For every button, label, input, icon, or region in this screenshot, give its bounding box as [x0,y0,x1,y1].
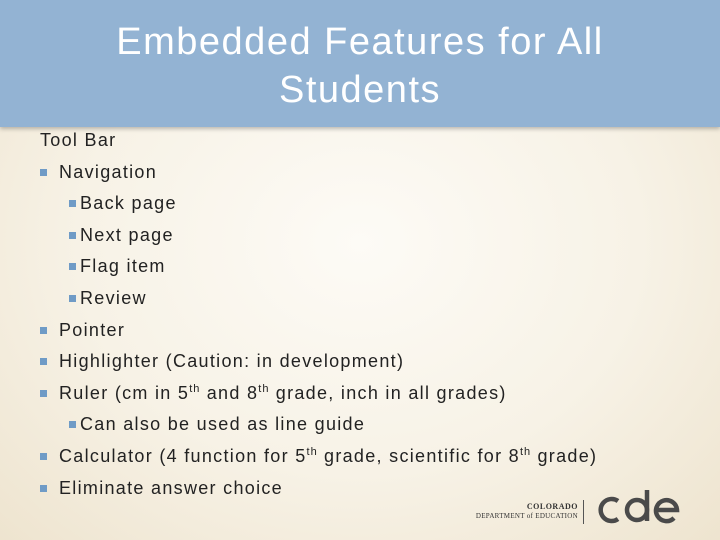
square-bullet-icon [69,421,76,428]
bullet-calculator: Calculator (4 function for 5th grade, scientific for 8th grade) [40,441,710,473]
slide-title-line-2: Students [279,69,441,111]
square-bullet-icon [40,358,47,365]
bullet-back-page: Back page [40,188,710,220]
logo-divider [583,500,584,524]
bullet-eliminate: Eliminate answer choice [40,473,710,505]
bullet-highlighter: Highlighter (Caution: in development) [40,346,710,378]
bullet-review: Review [40,283,710,315]
cde-logo-mark-icon [588,488,688,528]
cde-logo [475,488,698,528]
bullet-flag-item: Flag item [40,251,710,283]
square-bullet-icon [69,232,76,239]
square-bullet-icon [40,453,47,460]
content-heading: Tool Bar [40,130,117,150]
title-bar [0,0,720,127]
square-bullet-icon [69,295,76,302]
square-bullet-icon [69,200,76,207]
square-bullet-icon [40,485,47,492]
square-bullet-icon [40,390,47,397]
logo-text-department: DEPARTMENT of EDUCATION [475,512,578,520]
bullet-navigation: Navigation [40,157,710,189]
bullet-pointer: Pointer [40,315,710,347]
bullet-line-guide: Can also be used as line guide [40,409,710,441]
slide-title [60,18,660,114]
bullet-ruler: Ruler (cm in 5th and 8th grade, inch in all grades) [40,378,710,410]
square-bullet-icon [69,263,76,270]
slide-title-line-1: Embedded Features for All [116,21,604,63]
square-bullet-icon [40,327,47,334]
bullet-next-page: Next page [40,220,710,252]
slide-content [40,125,710,504]
square-bullet-icon [40,169,47,176]
logo-text-colorado: COLORADO [526,502,578,511]
